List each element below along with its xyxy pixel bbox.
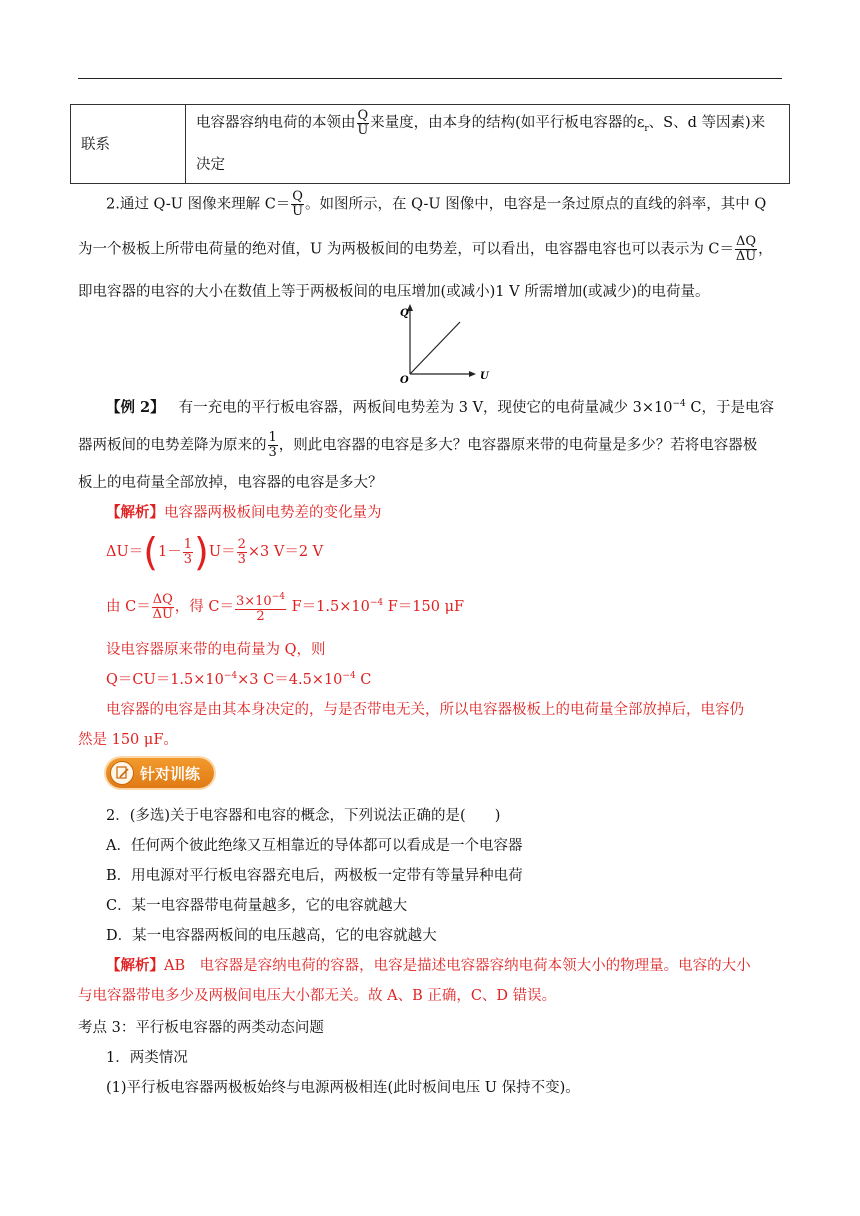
fraction-denominator: ΔU (152, 606, 173, 622)
example-l1-text: 有一充电的平行板电容器，两板间电势差为 3 V，现使它的电荷量减少 3×10 (178, 400, 673, 416)
question-option-c: C．某一电容器带电荷量越多，它的电容就越大 (106, 898, 408, 914)
example-l2-pre: 器两板间的电势差降为原来的 (78, 437, 267, 454)
solution-s2-post: ×3 V＝2 V (247, 544, 324, 560)
fraction-numerator (235, 590, 286, 610)
solution-s2-pre: ΔU＝ (106, 544, 144, 560)
solution-s2-one: 1－ (158, 544, 182, 560)
solution-s3-mid: ，得 C＝ (174, 599, 234, 615)
fraction-denominator: 3 (268, 445, 277, 460)
header-rule (78, 78, 782, 79)
exponent: −4 (672, 399, 686, 409)
para2-line2 (78, 235, 773, 264)
y-axis-label: Q (400, 308, 409, 319)
solution-line5 (106, 668, 371, 689)
table-body-cell (186, 105, 790, 184)
example-l2-post: ，则此电容器的电容是多大？电容器原来带的电荷量是多少？若将电容器极 (278, 437, 758, 454)
solution-s1: 电容器两极板间电势差的变化量为 (164, 505, 382, 521)
q-u-line (410, 322, 460, 374)
right-paren: ) (194, 530, 209, 574)
fraction-numerator: Q (357, 107, 369, 123)
solution-line4: 设电容器原来带的电荷量为 Q，则 (106, 642, 326, 658)
fraction-charge-over-voltage (235, 590, 286, 624)
solution-line7: 然是 150 μF。 (78, 732, 178, 748)
x-axis-label: U (480, 371, 489, 382)
fraction-one-third (268, 431, 278, 460)
fraction-numerator: 1 (183, 536, 193, 552)
fraction-denominator: U (292, 204, 304, 219)
epsilon-subscript: r (644, 123, 649, 134)
answer-a1: AB 电容器是容纳电荷的容器，电容是描述电容器容纳电荷本领大小的物理量。电容的大小 (164, 958, 751, 974)
solution-s5-a: Q＝CU＝1.5×10 (106, 672, 224, 688)
fraction-two-thirds (237, 538, 247, 567)
table-head-cell: 联系 (71, 105, 186, 184)
fraction-denominator: 3 (183, 551, 193, 567)
exponent: −4 (342, 671, 356, 681)
fraction-denominator: 2 (256, 609, 265, 624)
para2-l2-pre: 为一个极板上所带电荷量的绝对值，U 为两极板间的电势差，可以看出，电容器电容也可以表示为 C＝ (78, 241, 735, 258)
pencil-glyph-icon (111, 762, 133, 784)
left-paren: ( (143, 530, 159, 574)
para2-l2-post: ， (758, 241, 773, 258)
example-tag: 【例 2】 (106, 399, 165, 416)
fraction-q-u (291, 190, 304, 219)
exponent: −4 (369, 598, 384, 608)
answer-line2: 与电容器带电多少及两极间电压大小都无关。故 A、B 正确，C、D 错误。 (78, 988, 557, 1004)
fraction-numerator: 1 (268, 430, 277, 445)
section3-item1: 1．两类情况 (106, 1050, 188, 1066)
exponent: −4 (271, 592, 285, 602)
fraction-q-over-u (357, 109, 370, 138)
answer-tag: 【解析】 (106, 957, 164, 974)
fraction-numerator: ΔQ (152, 591, 173, 607)
fraction-numerator: Q (292, 189, 303, 204)
solution-s5-c: C (355, 672, 372, 688)
fraction-numerator: ΔQ (736, 234, 757, 249)
solution-tag: 【解析】 (106, 504, 164, 521)
table-text-post1: 来量度，由本身的结构(如平行板电容器的ε (370, 115, 645, 131)
solution-line6: 电容器的电容是由其本身决定的，与是否带电无关，所以电容器极板上的电荷量全部放掉后，电容仍 (106, 702, 744, 718)
practice-badge (106, 758, 214, 788)
solution-s3-post2: F＝150 μF (383, 599, 465, 615)
comparison-table (70, 104, 790, 184)
table-text-post2: 、S、d 等因素)来决定 (196, 115, 766, 173)
section3-item2: (1)平行板电容器两极板始终与电源两极相连(此时板间电压 U 保持不变)。 (106, 1080, 580, 1096)
origin-label: O (400, 375, 409, 384)
fraction-denominator: ΔU (735, 249, 757, 264)
example-line2 (78, 431, 757, 460)
badge-label: 针对训练 (140, 765, 201, 783)
para2-l1-post: 。如图所示，在 Q-U 图像中，电容是一条过原点的直线的斜率，其中 Q (304, 196, 767, 213)
solution-line1 (106, 501, 382, 522)
exponent: −4 (223, 671, 238, 681)
pencil-note-icon (110, 761, 134, 785)
solution-s2-mid: U＝ (208, 544, 236, 560)
solution-line2 (106, 532, 323, 572)
q-u-graph (398, 302, 498, 384)
fraction-num-text: 3×10 (235, 594, 272, 609)
fraction-dq-du (735, 235, 757, 264)
section3-title: 考点 3：平行板电容器的两类动态问题 (78, 1020, 324, 1036)
example-line3: 板上的电荷量全部放掉，电容器的电容是多大？ (78, 475, 383, 491)
question-option-d: D．某一电容器两板间的电压越高，它的电容就越大 (106, 928, 437, 944)
answer-line1 (106, 954, 751, 975)
x-axis-arrow-icon (469, 371, 476, 377)
solution-s5-b: ×3 C＝4.5×10 (237, 672, 343, 688)
solution-s3-pre: 由 C＝ (106, 599, 151, 615)
fraction-denominator: U (357, 122, 369, 138)
table-row (71, 105, 790, 184)
fraction-denominator: 3 (237, 551, 246, 567)
para2-l1-pre: 2.通过 Q-U 图像来理解 C＝ (106, 196, 291, 213)
solution-s3-post1: F＝1.5×10 (286, 599, 370, 615)
para2-line1 (106, 190, 766, 219)
question-stem: 2．(多选)关于电容器和电容的概念，下列说法正确的是( ) (106, 808, 501, 824)
solution-line3 (106, 590, 464, 624)
question-option-a: A．任何两个彼此绝缘又互相靠近的导体都可以看成是一个电容器 (106, 838, 523, 854)
table-text-pre: 电容器容纳电荷的本领由 (196, 115, 356, 131)
example-line1 (106, 396, 774, 417)
question-option-b: B．用电源对平行板电容器充电后，两极板一定带有等量异种电荷 (106, 868, 523, 884)
example-l1-unit: C，于是电容 (685, 400, 774, 416)
fraction-one-third (183, 538, 193, 567)
fraction-dq-du (152, 593, 174, 622)
fraction-numerator: 2 (237, 536, 246, 552)
para2-line3: 即电容器的电容的大小在数值上等于两极板间的电压增加(或减小)1 V 所需增加(或减少)的电荷量。 (78, 284, 710, 300)
